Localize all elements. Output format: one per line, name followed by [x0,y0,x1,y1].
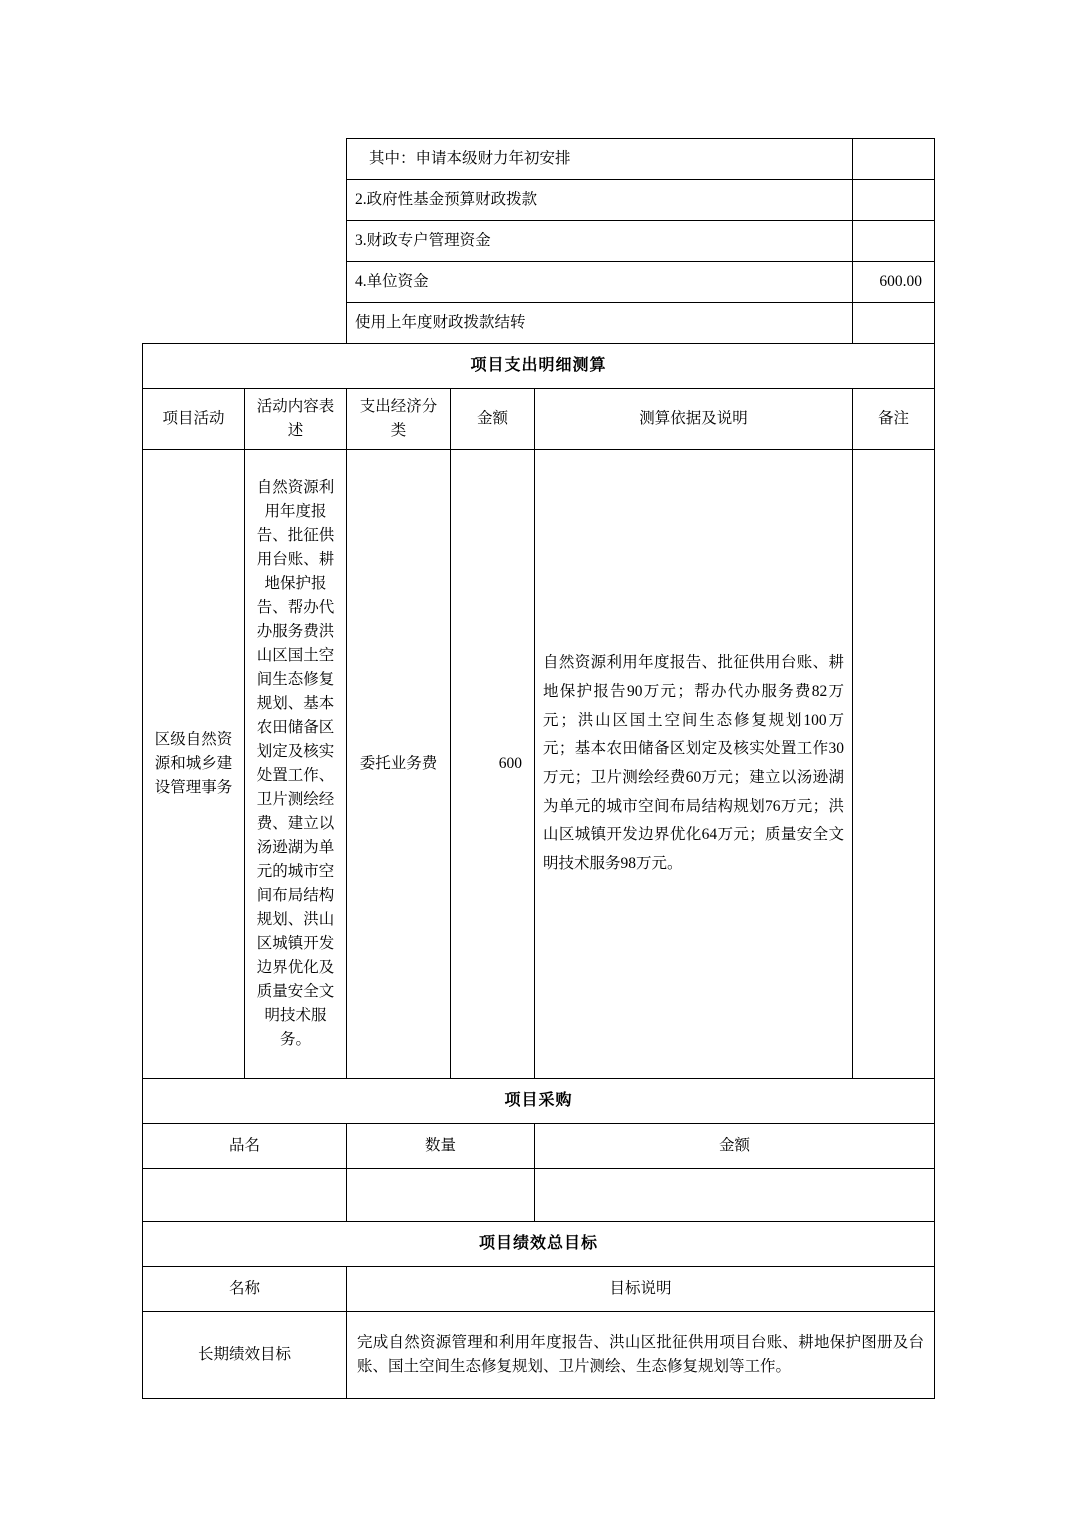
detail-section-title: 项目支出明细测算 [143,344,935,389]
spacer-cell [245,221,347,262]
col-header-remark: 备注 [853,389,935,450]
funding-value [853,303,935,344]
table-row [143,180,935,221]
section-title-row [143,1222,935,1267]
spacer-cell [245,139,347,180]
table-row [143,1312,935,1399]
spacer-cell [245,303,347,344]
funding-value: 600.00 [853,262,935,303]
funding-label: 3.财政专户管理资金 [347,221,853,262]
col-header-basis: 测算依据及说明 [535,389,853,450]
cell-quantity [347,1169,535,1222]
budget-detail-table [142,138,935,1399]
section-title-row [143,344,935,389]
col-header-quantity: 数量 [347,1124,535,1169]
table-header-row [143,1124,935,1169]
funding-label: 2.政府性基金预算财政拨款 [347,180,853,221]
spacer-cell [245,262,347,303]
col-header-amount: 金额 [451,389,535,450]
funding-label: 其中：申请本级财力年初安排 [347,139,853,180]
table-header-row [143,389,935,450]
funding-label: 使用上年度财政拨款结转 [347,303,853,344]
cell-procurement-amount [535,1169,935,1222]
spacer-cell [143,221,245,262]
col-header-item-name: 品名 [143,1124,347,1169]
table-row [143,450,935,1079]
col-header-content: 活动内容表述 [245,389,347,450]
spacer-cell [143,262,245,303]
procurement-section-title: 项目采购 [143,1079,935,1124]
cell-activity: 区级自然资源和城乡建设管理事务 [143,450,245,1079]
table-row [143,221,935,262]
cell-economic-class: 委托业务费 [347,450,451,1079]
cell-goal-desc: 完成自然资源管理和利用年度报告、洪山区批征供用项目台账、耕地保护图册及台账、国土空间生态修复规划、卫片测绘、生态修复规划等工作。 [347,1312,935,1399]
cell-item-name [143,1169,347,1222]
funding-value [853,139,935,180]
cell-amount: 600 [451,450,535,1079]
col-header-procurement-amount: 金额 [535,1124,935,1169]
table-row [143,262,935,303]
table-header-row [143,1267,935,1312]
table-row [143,139,935,180]
cell-basis: 自然资源利用年度报告、批征供用台账、耕地保护报告90万元；帮办代办服务费82万元；洪山区国土空间生态修复规划100万元；基本农田储备区划定及核实处置工作30万元；卫片测绘经费60万元；建立以汤逊湖为单元的城市空间布局结构规划76万元；洪山区城镇开发边界优化64万元；质量安全文明技术服务98万元。 [535,450,853,1079]
performance-section-title: 项目绩效总目标 [143,1222,935,1267]
spacer-cell [143,139,245,180]
table-row [143,1169,935,1222]
table-row [143,303,935,344]
col-header-goal-desc: 目标说明 [347,1267,935,1312]
col-header-goal-name: 名称 [143,1267,347,1312]
cell-content: 自然资源利用年度报告、批征供用台账、耕地保护报告、帮办代办服务费洪山区国土空间生态修复规划、基本农田储备区划定及核实处置工作、卫片测绘经费、建立以汤逊湖为单元的城市空间布局结构规划、洪山区城镇开发边界优化及质量安全文明技术服务。 [245,450,347,1079]
funding-value [853,221,935,262]
spacer-cell [143,303,245,344]
col-header-activity: 项目活动 [143,389,245,450]
section-title-row [143,1079,935,1124]
cell-goal-name: 长期绩效目标 [143,1312,347,1399]
funding-value [853,180,935,221]
spacer-cell [143,180,245,221]
col-header-economic-class: 支出经济分类 [347,389,451,450]
cell-remark [853,450,935,1079]
funding-label: 4.单位资金 [347,262,853,303]
spacer-cell [245,180,347,221]
